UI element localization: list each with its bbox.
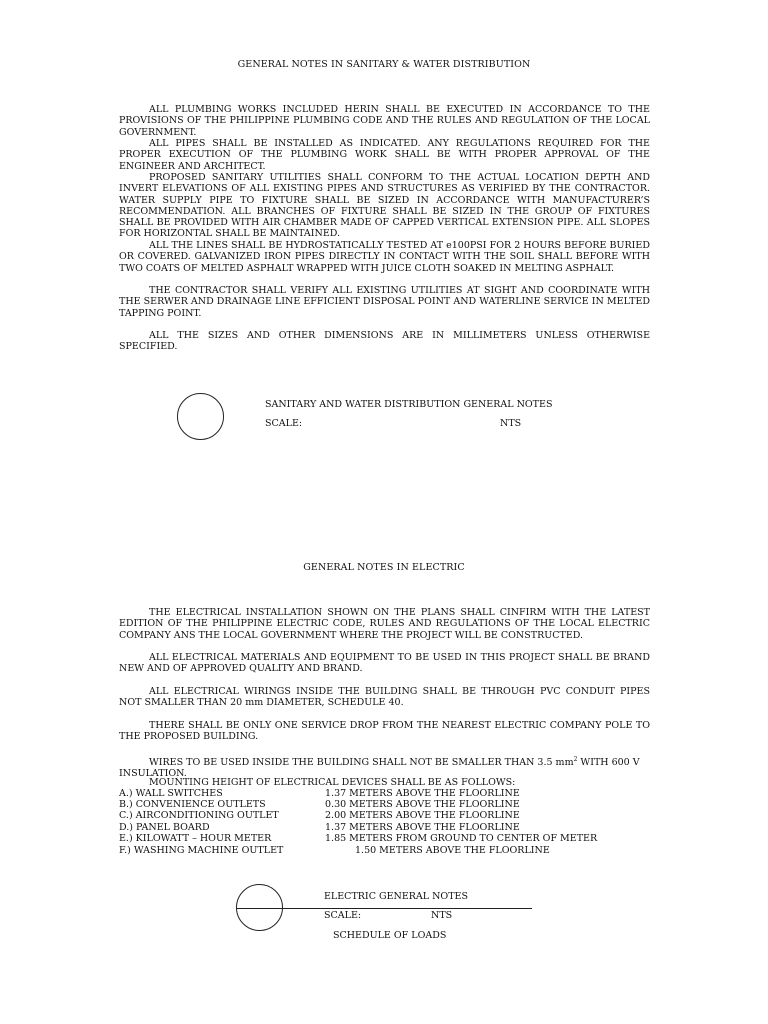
mounting-item-label: B.) CONVENIENCE OUTLETS [119, 799, 266, 810]
mounting-item [119, 822, 659, 833]
wires-text-before: WIRES TO BE USED INSIDE THE BUILDING SHALL NOT BE SMALLER THAN 3.5 mm [149, 757, 574, 769]
mounting-item-value: 1.37 METERS ABOVE THE FLOORLINE [325, 788, 520, 799]
mounting-heading: MOUNTING HEIGHT OF ELECTRICAL DEVICES SHALL BE AS FOLLOWS: [149, 777, 516, 788]
mounting-item [119, 799, 659, 810]
mounting-item-value: 1.50 METERS ABOVE THE FLOORLINE [355, 845, 550, 856]
wires-text-after: WITH 600 V INSULATION. [119, 757, 640, 780]
mounting-item-label: F.) WASHING MACHINE OUTLET [119, 845, 284, 856]
mounting-item-value: 2.00 METERS ABOVE THE FLOORLINE [325, 810, 520, 821]
mounting-item-value: 1.37 METERS ABOVE THE FLOORLINE [325, 822, 520, 833]
electric-scale-label: SCALE: [324, 910, 362, 921]
sanitary-scale-label: SCALE: [265, 418, 303, 429]
mounting-item [119, 788, 659, 799]
sanitary-paragraph-4: ALL THE LINES SHALL BE HYDROSTATICALLY TESTED AT e100PSI FOR 2 HOURS BEFORE BURIED OR COVERED. GALVANIZED IRON PIPES DIRECTLY IN CONTACT WITH THE SOIL SHALL BEFORE WITH TWO COATS OF MELTED ASPHALT WRAPPED WITH JUICE CLOTH SOAKED IN MELTING ASPHALT. [119, 240, 650, 274]
electric-wires-paragraph [119, 754, 650, 780]
wires-superscript: 2 [573, 756, 578, 763]
mounting-item [119, 833, 659, 844]
mounting-item-value: 0.30 METERS ABOVE THE FLOORLINE [325, 799, 520, 810]
mounting-item [119, 810, 659, 821]
mounting-item-label: A.) WALL SWITCHES [119, 788, 223, 799]
mounting-item-label: E.) KILOWATT – HOUR METER [119, 833, 272, 844]
electric-paragraph-1: THE ELECTRICAL INSTALLATION SHOWN ON THE PLANS SHALL CINFIRM WITH THE LATEST EDITION OF THE PHILIPPINE ELECTRIC CODE, RULES AND REGULATIONS OF THE LOCAL ELECTRIC COMPANY ANS THE LOCAL GOVERNMENT WHERE THE PROJECT WILL BE CONSTRUCTED. [119, 607, 650, 641]
sanitary-scale-value: NTS [500, 418, 522, 429]
electric-scale-value: NTS [431, 910, 453, 921]
electric-paragraph-4: THERE SHALL BE ONLY ONE SERVICE DROP FROM THE NEAREST ELECTRIC COMPANY POLE TO THE PROPOSED BUILDING. [119, 720, 650, 743]
mounting-item-label: D.) PANEL BOARD [119, 822, 210, 833]
mounting-item [119, 845, 659, 856]
electric-caption: ELECTRIC GENERAL NOTES [324, 891, 468, 902]
electric-paragraph-3: ALL ELECTRICAL WIRINGS INSIDE THE BUILDING SHALL BE THROUGH PVC CONDUIT PIPES NOT SMALLER THAN 20 mm DIAMETER, SCHEDULE 40. [119, 686, 650, 709]
sanitary-paragraph-6: ALL THE SIZES AND OTHER DIMENSIONS ARE IN MILLIMETERS UNLESS OTHERWISE SPECIFIED. [119, 330, 650, 353]
sanitary-caption: SANITARY AND WATER DISTRIBUTION GENERAL NOTES [265, 399, 553, 410]
schedule-of-loads-label: SCHEDULE OF LOADS [333, 930, 447, 941]
mounting-item-value: 1.85 METERS FROM GROUND TO CENTER OF METER [325, 833, 598, 844]
sanitary-paragraph-2: ALL PIPES SHALL BE INSTALLED AS INDICATED. ANY REGULATIONS REQUIRED FOR THE PROPER EXECUTION OF THE PLUMBING WORK SHALL BE WITH PROPER APPROVAL OF THE ENGINEER AND ARCHITECT. [119, 138, 650, 172]
title-underline [236, 908, 532, 909]
sanitary-paragraph-1: ALL PLUMBING WORKS INCLUDED HERIN SHALL BE EXECUTED IN ACCORDANCE TO THE PROVISIONS OF THE PHILIPPINE PLUMBING CODE AND THE RULES AND REGULATION OF THE LOCAL GOVERNMENT. [119, 104, 650, 138]
electric-paragraph-2: ALL ELECTRICAL MATERIALS AND EQUIPMENT TO BE USED IN THIS PROJECT SHALL BE BRAND NEW AND OF APPROVED QUALITY AND BRAND. [119, 652, 650, 675]
sanitary-paragraph-3: PROPOSED SANITARY UTILITIES SHALL CONFORM TO THE ACTUAL LOCATION DEPTH AND INVERT ELEVATIONS OF ALL EXISTING PIPES AND STRUCTURES AS VERIFIED BY THE CONTRACTOR. WATER SUPPLY PIPE TO FIXTURE SHALL BE SIZED IN ACCORDANCE WITH MANUFACTURER’S RECOMMENDATION. ALL BRANCHES OF FIXTURE SHALL BE SIZED IN THE GROUP OF FIXTURES SHALL BE PROVIDED WITH AIR CHAMBER MADE OF CAPPED VERTICAL EXTENSION PIPE. ALL SLOPES FOR HORIZONTAL SHALL BE MAINTAINED. [119, 172, 650, 240]
mounting-item-label: C.) AIRCONDITIONING OUTLET [119, 810, 279, 821]
electric-title: GENERAL NOTES IN ELECTRIC [303, 562, 465, 573]
sanitary-title: GENERAL NOTES IN SANITARY & WATER DISTRIBUTION [237, 59, 531, 70]
sanitary-title-circle [177, 393, 224, 440]
sanitary-paragraph-5: THE CONTRACTOR SHALL VERIFY ALL EXISTING UTILITIES AT SIGHT AND COORDINATE WITH THE SERWER AND DRAINAGE LINE EFFICIENT DISPOSAL POINT AND WATERLINE SERVICE IN MELTED TAPPING POINT. [119, 285, 650, 319]
